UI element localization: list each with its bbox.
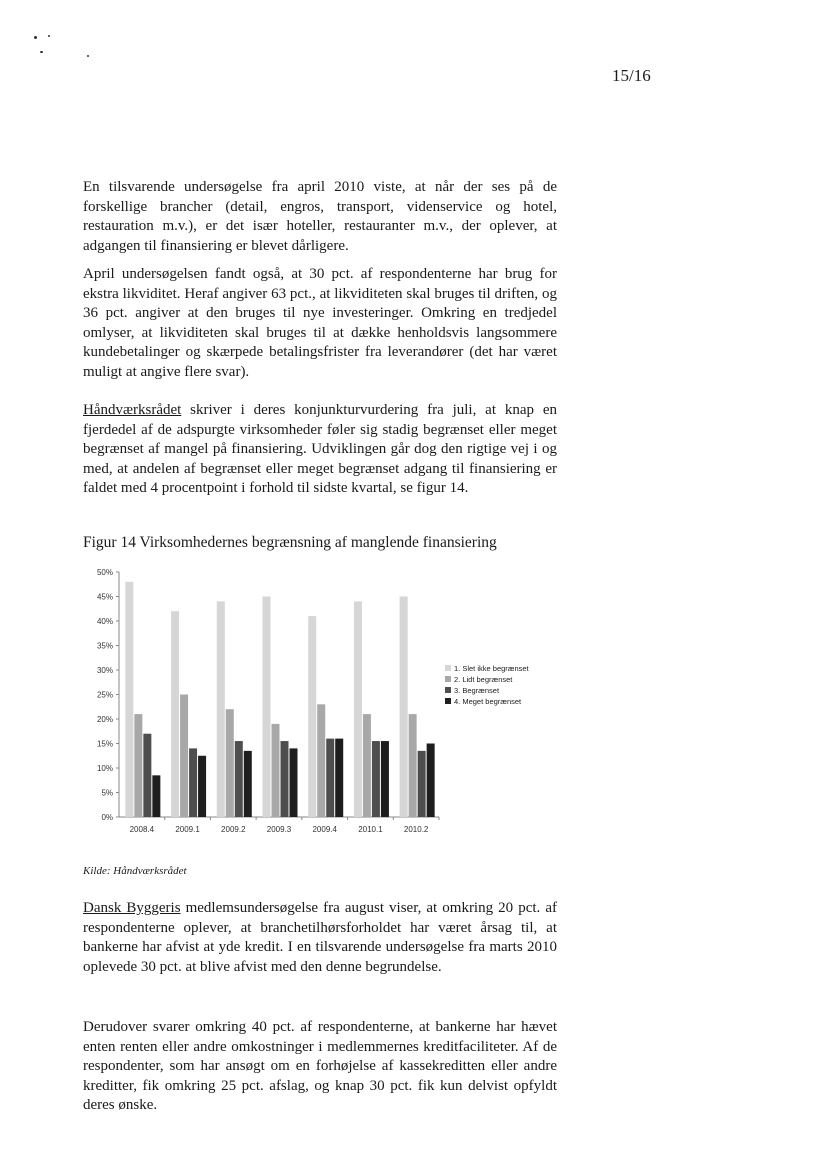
- paragraph-3-text: skriver i deres konjunkturvurdering fra juli, at knap en fjerdedel af de adspurgte virksomheder føler sig stadig begrænset eller meget begrænset af mangel på finansiering. Udviklingen går dog den rigtige vej i og med, at andelen af begrænset eller meget begrænset adgang til finansiering er faldet med 4 procentpoint i forhold til sidste kvartal, se figur 14.: [83, 402, 557, 496]
- y-tick-label: 5%: [101, 788, 113, 798]
- bar-2008.4-series-3: [143, 734, 151, 817]
- bar-2009.2-series-4: [244, 751, 252, 817]
- legend-label-3: 3. Begrænset: [454, 686, 500, 695]
- bar-2009.4-series-1: [308, 616, 316, 817]
- x-tick-label: 2008.4: [129, 825, 155, 834]
- bar-2010.1-series-3: [372, 741, 380, 817]
- page-number: 15/16: [612, 66, 651, 85]
- chart-bars: [125, 582, 434, 817]
- bar-2009.1-series-3: [189, 748, 197, 817]
- y-tick-label: 20%: [96, 715, 113, 724]
- bar-2009.3-series-4: [290, 748, 298, 817]
- bar-2008.4-series-2: [134, 714, 142, 817]
- legend-swatch-4: [445, 698, 451, 704]
- bar-2009.3-series-2: [272, 724, 280, 817]
- y-tick-label: 35%: [96, 641, 113, 651]
- bar-2008.4-series-1: [125, 582, 133, 817]
- scan-speck: [48, 35, 50, 37]
- bar-2009.1-series-1: [171, 611, 179, 817]
- bar-2009.4-series-3: [326, 739, 334, 817]
- x-tick-label: 2009.4: [312, 825, 337, 834]
- x-tick-label: 2009.2: [221, 825, 246, 834]
- bar-2009.2-series-3: [235, 741, 243, 817]
- y-tick-label: 45%: [96, 592, 113, 602]
- bar-2010.2-series-2: [409, 714, 417, 817]
- bar-2009.3-series-3: [281, 741, 289, 817]
- bar-2009.1-series-4: [198, 756, 206, 817]
- figure-caption: Figur 14 Virksomhedernes begrænsning af manglende finansiering: [83, 534, 497, 551]
- y-tick-label: 10%: [96, 764, 113, 773]
- legend-swatch-2: [445, 676, 451, 682]
- x-tick-label: 2009.3: [266, 825, 292, 834]
- paragraph-1: En tilsvarende undersøgelse fra april 2010 viste, at når der ses på de forskellige brancher (detail, engros, transport, videnservice og hotel, restauration m.v.), er det især hoteller, restauranter m.v., der oplever, at adgangen til finansiering er blevet dårligere.: [83, 179, 557, 254]
- y-tick-label: 0%: [101, 813, 113, 822]
- legend-label-4: 4. Meget begrænset: [454, 697, 522, 706]
- bar-2009.1-series-2: [180, 695, 188, 818]
- y-tick-label: 25%: [96, 690, 113, 700]
- paragraph-3: [83, 401, 557, 499]
- chart-legend: [445, 664, 530, 706]
- bar-2010.2-series-3: [418, 751, 426, 817]
- paragraph-5: Derudover svarer omkring 40 pct. af respondenterne, at bankerne har hævet enten renten eller andre omkostninger i medlemmernes kreditfaciliteter. Af de respondenter, som har ansøgt om en forhøjelse af kassekreditten eller andre kreditter, fik omkring 25 pct. afslag, og knap 30 pct. fik kun delvist opfyldt deres ønske.: [83, 1019, 557, 1113]
- bar-2009.4-series-2: [317, 704, 325, 817]
- haandvaerksraadet-link[interactable]: Håndværksrådet: [83, 402, 182, 418]
- legend-label-2: 2. Lidt begrænset: [454, 675, 513, 684]
- x-tick-label: 2010.1: [358, 825, 383, 834]
- y-tick-label: 30%: [96, 666, 113, 675]
- bar-2009.3-series-1: [263, 597, 271, 818]
- y-tick-label: 40%: [96, 617, 113, 626]
- bar-2010.1-series-4: [381, 741, 389, 817]
- dansk-byggeri-link[interactable]: Dansk Byggeris: [83, 900, 181, 916]
- bar-2008.4-series-4: [152, 775, 160, 817]
- y-tick-label: 15%: [96, 739, 113, 749]
- paragraph-4-text: medlemsundersøgelse fra august viser, at omkring 20 pct. af respondenterne oplever, at branchetilhørsforholdet har været årsag til, at bankerne har afvist at yde kredit. I en tilsvarende undersøgelse fra marts 2010 oplevede 30 pct. at blive afvist med den denne begrundelse.: [83, 900, 557, 975]
- bar-2009.4-series-4: [335, 739, 343, 817]
- legend-swatch-3: [445, 687, 451, 693]
- scan-speck: [87, 55, 89, 57]
- figure-source: Kilde: Håndværksrådet: [83, 865, 187, 877]
- bar-chart: [83, 560, 563, 850]
- scan-speck: [34, 36, 37, 39]
- bar-2010.2-series-1: [400, 597, 408, 818]
- paragraph-2: April undersøgelsen fandt også, at 30 pct. af respondenterne har brug for ekstra likviditet. Heraf angiver 63 pct., at likviditeten skal bruges til driften, og 36 pct. angiver at den bruges til nye investeringer. Omkring en tredjedel omlyser, at likviditeten skal bruges til at dække henholdsvis langsommere kundebetalinger og skærpede betalingsfrister fra leverandører (det har været muligt at angive flere svar).: [83, 266, 557, 380]
- legend-label-1: 1. Slet ikke begrænset: [454, 664, 529, 673]
- bar-2009.2-series-1: [217, 601, 225, 817]
- x-tick-label: 2010.2: [403, 825, 429, 834]
- scan-speck: [40, 51, 43, 53]
- bar-2010.1-series-1: [354, 601, 362, 817]
- bar-2010.2-series-4: [427, 744, 435, 818]
- bar-2010.1-series-2: [363, 714, 371, 817]
- paragraph-4: [83, 899, 557, 977]
- x-tick-label: 2009.1: [175, 825, 200, 834]
- bar-2009.2-series-2: [226, 709, 234, 817]
- legend-swatch-1: [445, 665, 451, 671]
- y-tick-label: 50%: [96, 568, 113, 577]
